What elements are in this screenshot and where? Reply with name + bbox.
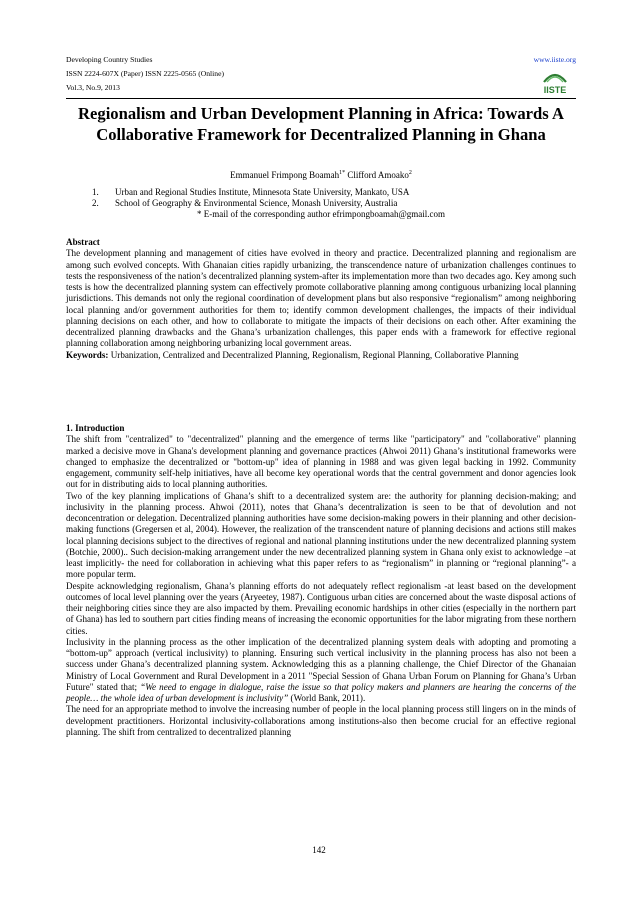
author-1-mark: 1* (339, 170, 346, 176)
intro-paragraph-3: Despite acknowledging regionalism, Ghana’s planning efforts do not adequately reflect regionalism -at least based on the development outcomes of local level planning over the years (Aryeetey, 1987). Contiguous urban cities are concerned about the waste disposal actions of their neighboring cities since they are also impacted by them. Prevailing economic hardships in other cities (especially in the northern part of Ghana) has led to southern part cities finding means of increasing the economic opportunities for the labor migrating from these northern cities. (66, 580, 576, 636)
intro-paragraph-4 (66, 637, 576, 705)
iiste-logo-icon (538, 68, 572, 96)
author-line (64, 168, 578, 181)
affiliation-number: 1. (92, 187, 99, 197)
corresponding-email: * E-mail of the corresponding author efrimpongboamah@gmail.com (197, 209, 445, 219)
affiliation-text: School of Geography & Environmental Science, Monash University, Australia (115, 198, 398, 208)
svg-text:IISTE: IISTE (543, 85, 567, 95)
header-rule (66, 98, 576, 99)
running-header (66, 53, 576, 95)
intro-paragraph-4-start: Inclusivity in the planning process as the other implication of the decentralized planning system deals with adopting and promoting a “bottom-up” approach (vertical inclusivity) to planning. Ensuring such vertical inclusivity in the planning process has also not been a success under Ghana’s decentralized planning system. Acknowledging this as a planning challenge, the Chief Director of the Ghanaian Ministry of Local Government and Rural Development in a 2011 "Special Session of Ghana Urban Forum on Planning for Ghana’s Urban Future" stated that; (66, 636, 576, 692)
quote-text: “We need to engage in dialogue, raise the issue so that policy makers and planners are hearing the concerns of the people… the whole idea of urban development is inclusivity” (66, 681, 576, 703)
author-2-mark: 2 (408, 170, 412, 176)
introduction-heading: 1. Introduction (66, 423, 125, 433)
introduction-section (66, 423, 576, 738)
abstract-text: The development planning and management of cities have evolved in theory and practice. Decentralized planning and regionalism are among such evolved concepts. With Ghanaian cities rapidly urbanizing, the transcendence nature of urbanization challenges continues to tests the responsiveness of the nation’s decentralized planning system-after its implementation more than two decades ago. Key among such tests is how the decentralized planning system can effectively promote collaborative planning among contiguous urbanizing local planning jurisdictions. This demands not only the regional coordination of development plans but also responsive “regionalism” among neighboring local planning and/or government authorities for them to; identify common development challenges, the impacts of their individual planning decisions on each other, and how to collaborate to mitigate the impacts of their decisions on each other. After examining the decentralized planning drawbacks and the Ghana’s urbanization challenges, this paper ends with a framework for effective regional planning collaboration among neighboring urbanizing local government areas. (66, 248, 576, 349)
affiliation-2 (92, 198, 572, 209)
volume-line: Vol.3, No.9, 2013 (66, 83, 120, 92)
author-2: Clifford Amoako (347, 170, 409, 180)
abstract-section (66, 237, 576, 361)
intro-paragraph-2: Two of the key planning implications of Ghana’s shift to a decentralized system are: the authority for planning decision-making; and inclusivity in the planning process. Ahwoi (2011), notes that Ghana’s decentralization is seen to be that of devolution and not deconcentration or delegation. Decentralized planning authorities have some decision-making powers in their planning and other decision-making functions (Gregersen et al, 2004). However, the realization of the transcendent nature of planning decisions and actions still makes local planning decisions subject to the directives of regional and national planning institutions under the new decentralized planning system (Botchie, 2000).. Such decision-making arrangement under the new decentralized planning system in Ghana only exist to acknowledge –at least implicitly- the need for collaboration in achieving what this paper refers to as “regionalism” in planning or “regional planning”- a more popular term. (66, 490, 576, 580)
keywords-line (66, 350, 576, 361)
paper-title: Regionalism and Urban Development Planning in Africa: Towards A Collaborative Framework for Decentralized Planning in Ghana (78, 104, 564, 144)
affiliation-1 (92, 187, 572, 198)
page-number: 142 (312, 845, 326, 855)
abstract-heading: Abstract (66, 237, 100, 247)
affiliation-text: Urban and Regional Studies Institute, Minnesota State University, Mankato, USA (115, 187, 410, 197)
keywords-text: Urbanization, Centralized and Decentralized Planning, Regionalism, Regional Planning, Collaborative Planning (110, 349, 519, 360)
website-link[interactable]: www.iiste.org (533, 55, 576, 64)
intro-paragraph-1: The shift from "centralized" to "decentralized" planning and the emergence of terms like "participatory" and "collaborative" planning marked a decisive move in Ghana's development planning and governance practices (Ahwoi 2011) Ghana’s institutional frameworks were changed to emphasize the decentralized or "bottom-up" idea of planning in 1988 and was given legal backing in 1992. Community engagement, community self-help initiatives, have all become key operational words that the central government and donor agencies look out for in distributing aids to local planning authorities. (66, 434, 576, 490)
keywords-label: Keywords: (66, 349, 109, 360)
intro-paragraph-4-end: (World Bank, 2011). (288, 693, 366, 703)
author-1: Emmanuel Frimpong Boamah (230, 170, 340, 180)
issn-line: ISSN 2224-607X (Paper) ISSN 2225-0565 (Online) (66, 69, 224, 78)
journal-name: Developing Country Studies (66, 55, 153, 64)
affiliation-number: 2. (92, 198, 99, 208)
intro-paragraph-5: The need for an appropriate method to involve the increasing number of people in the local planning process still lingers on in the minds of development practitioners. Horizontal inclusivity-collaborations among institutions-also then become crucial for an effective regional planning. The shift from centralized to decentralized planning (66, 704, 576, 737)
